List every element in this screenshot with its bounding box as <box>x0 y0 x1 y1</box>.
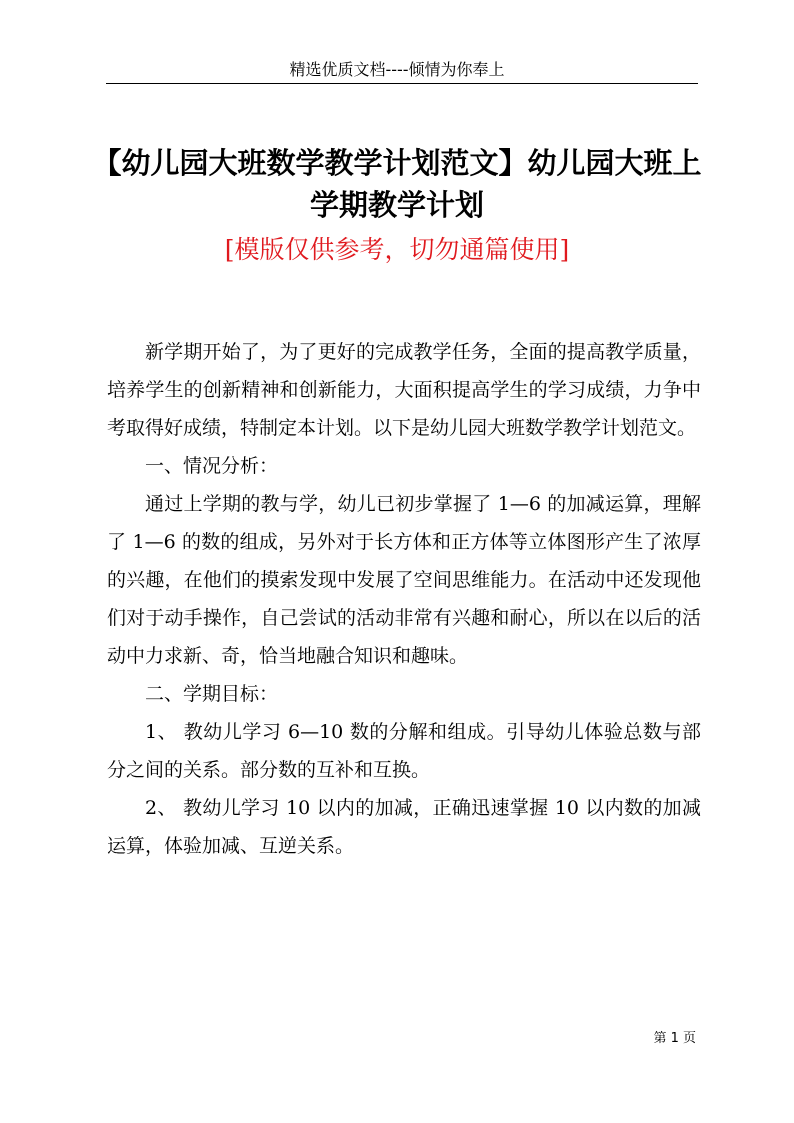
goal-item-2: 2、 教幼儿学习 10 以内的加减，正确迅速掌握 10 以内数的加减运算，体验加减、互逆关系。 <box>107 797 701 857</box>
intro-paragraph: 新学期开始了，为了更好的完成教学任务，全面的提高教学质量，培养学生的创新精神和创新能力，大面积提高学生的学习成绩，力争中考取得好成绩，特制定本计划。以下是幼儿园大班数学教学计划范文。 <box>107 341 701 439</box>
goal-item-1: 1、 教幼儿学习 6—10 数的分解和组成。引导幼儿体验总数与部分之间的关系。部分数的互补和互换。 <box>107 721 701 781</box>
document-subtitle: [模版仅供参考，切勿通篇使用] <box>224 235 570 264</box>
analysis-paragraph: 通过上学期的教与学，幼儿已初步掌握了 1—6 的加减运算，理解了 1—6 的数的组成，另外对于长方体和正方体等立体图形产生了浓厚的兴趣，在他们的摸索发现中发展了空间思维能力。在活动中还发现他们对于动手操作，自己尝试的活动非常有兴趣和耐心，所以在以后的活动中力求新、奇，恰当地融合知识和趣味。 <box>107 493 701 667</box>
document-body <box>107 333 701 865</box>
section-heading-goals: 二、学期目标： <box>145 683 279 705</box>
header-divider <box>106 83 698 84</box>
page-header: 精选优质文档----倾情为你奉上 <box>289 60 505 79</box>
section-heading-analysis: 一、情况分析： <box>145 455 279 477</box>
document-title: 【幼儿园大班数学教学计划范文】幼儿园大班上学期教学计划 <box>92 146 702 222</box>
page-number: 第 1 页 <box>653 1031 696 1046</box>
